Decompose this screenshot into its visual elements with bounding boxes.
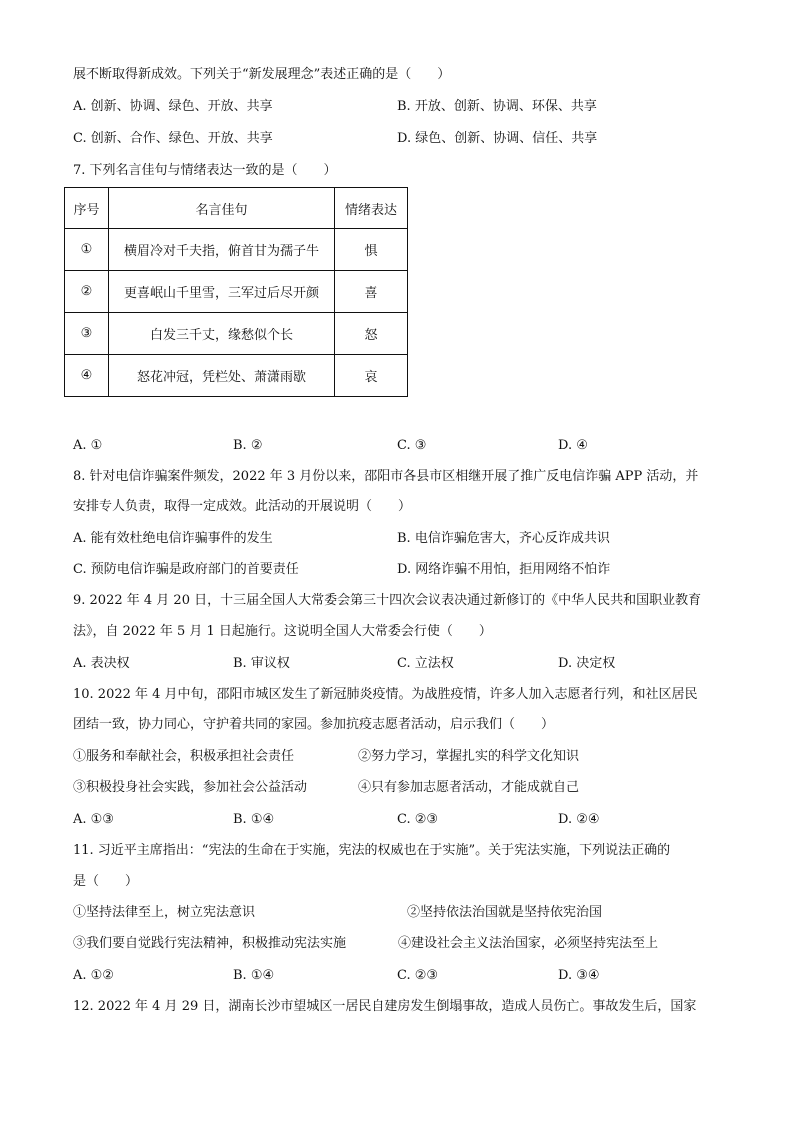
cell-quote: 白发三千丈，缘愁似个长: [109, 313, 335, 355]
q7-stem: 7. 下列名言佳句与情绪表达一致的是（ ）: [73, 163, 337, 178]
quotes-table: [64, 187, 408, 397]
q8-stem-line-1: 8. 针对电信诈骗案件频发，2022 年 3 月份以来，邵阳市各县市区相继开展了推广反电信诈骗 APP 活动，并: [73, 469, 699, 484]
q9-stem-line-2: 法》，自 2022 年 5 月 1 日起施行。这说明全国人大常委会行使（ ）: [73, 624, 492, 639]
q11-statement-3: ③我们要自觉践行宪法精神，积极推动宪法实施: [73, 936, 347, 951]
q10-statement-1: ①服务和奉献社会，积极承担社会责任: [73, 749, 295, 764]
q12-stem-line-1: 12. 2022 年 4 月 29 日，湖南长沙市望城区一居民自建房发生倒塌事故，造成人员伤亡。事故发生后，国家: [73, 999, 697, 1014]
q8-option-a: A. 能有效杜绝电信诈骗事件的发生: [73, 531, 273, 546]
table-row: [65, 229, 408, 271]
cell-index: ②: [65, 271, 109, 313]
q11-option-b: B. ①④: [233, 968, 275, 983]
q11-statement-2: ②坚持依法治国就是坚持依宪治国: [407, 905, 603, 920]
q8-stem-line-2: 安排专人负责，取得一定成效。此活动的开展说明（ ）: [73, 499, 412, 514]
table-header-row: [65, 188, 408, 229]
q7-option-c: C. ③: [397, 438, 427, 453]
q10-statement-2: ②努力学习，掌握扎实的科学文化知识: [358, 749, 580, 764]
cell-quote: 更喜岷山千里雪，三军过后尽开颜: [109, 271, 335, 313]
q7-option-d: D. ④: [558, 438, 588, 453]
header-emotion: 情绪表达: [335, 188, 408, 229]
table-row: [65, 271, 408, 313]
q6-option-d: D. 绿色、创新、协调、信任、共享: [397, 131, 598, 146]
q11-stem-line-2: 是（ ）: [73, 874, 139, 889]
q11-option-d: D. ③④: [558, 968, 600, 983]
cell-index: ③: [65, 313, 109, 355]
q7-option-a: A. ①: [73, 438, 103, 453]
q9-option-d: D. 决定权: [558, 656, 616, 671]
q9-option-b: B. 审议权: [233, 656, 290, 671]
q10-option-a: A. ①③: [73, 812, 114, 827]
q11-stem-line-1: 11. 习近平主席指出：“宪法的生命在于实施，宪法的权威也在于实施”。关于宪法实施，下列说法正确的: [73, 843, 671, 858]
q6-option-a: A. 创新、协调、绿色、开放、共享: [73, 99, 273, 114]
q10-statement-4: ④只有参加志愿者活动，才能成就自己: [358, 780, 580, 795]
cell-emotion: 哀: [335, 355, 408, 397]
q6-option-c: C. 创新、合作、绿色、开放、共享: [73, 131, 273, 146]
cell-quote: 横眉冷对千夫指，俯首甘为孺子牛: [109, 229, 335, 271]
q11-statement-4: ④建设社会主义法治国家，必须坚持宪法至上: [398, 936, 659, 951]
cell-quote: 怒花冲冠，凭栏处、萧潇雨歇: [109, 355, 335, 397]
q10-statement-3: ③积极投身社会实践，参加社会公益活动: [73, 780, 308, 795]
q11-option-c: C. ②③: [397, 968, 439, 983]
q11-option-a: A. ①②: [73, 968, 114, 983]
q8-option-c: C. 预防电信诈骗是政府部门的首要责任: [73, 562, 299, 577]
q6-option-b: B. 开放、创新、协调、环保、共享: [397, 99, 597, 114]
q9-option-c: C. 立法权: [397, 656, 454, 671]
table-row: [65, 313, 408, 355]
cell-emotion: 惧: [335, 229, 408, 271]
q9-stem-line-1: 9. 2022 年 4 月 20 日，十三届全国人大常委会第三十四次会议表决通过新修订的《中华人民共和国职业教育: [73, 593, 702, 608]
q10-stem-line-1: 10. 2022 年 4 月中旬，邵阳市城区发生了新冠肺炎疫情。为战胜疫情，许多人加入志愿者行列，和社区居民: [73, 687, 698, 702]
cell-emotion: 喜: [335, 271, 408, 313]
q8-option-b: B. 电信诈骗危害大，齐心反诈成共识: [397, 531, 610, 546]
q8-option-d: D. 网络诈骗不用怕，拒用网络不怕诈: [397, 562, 611, 577]
q11-statement-1: ①坚持法律至上，树立宪法意识: [73, 905, 256, 920]
table-row: [65, 355, 408, 397]
q9-option-a: A. 表决权: [73, 656, 130, 671]
header-quote: 名言佳句: [109, 188, 335, 229]
q10-stem-line-2: 团结一致，协力同心，守护着共同的家园。参加抗疫志愿者活动，启示我们（ ）: [73, 717, 555, 732]
q10-option-d: D. ②④: [558, 812, 600, 827]
q7-option-b: B. ②: [233, 438, 263, 453]
cell-emotion: 怒: [335, 313, 408, 355]
header-index: 序号: [65, 188, 109, 229]
q10-option-b: B. ①④: [233, 812, 275, 827]
cell-index: ④: [65, 355, 109, 397]
q10-option-c: C. ②③: [397, 812, 439, 827]
q6-stem: 展不断取得新成效。下列关于“新发展理念”表述正确的是（ ）: [73, 67, 451, 82]
cell-index: ①: [65, 229, 109, 271]
